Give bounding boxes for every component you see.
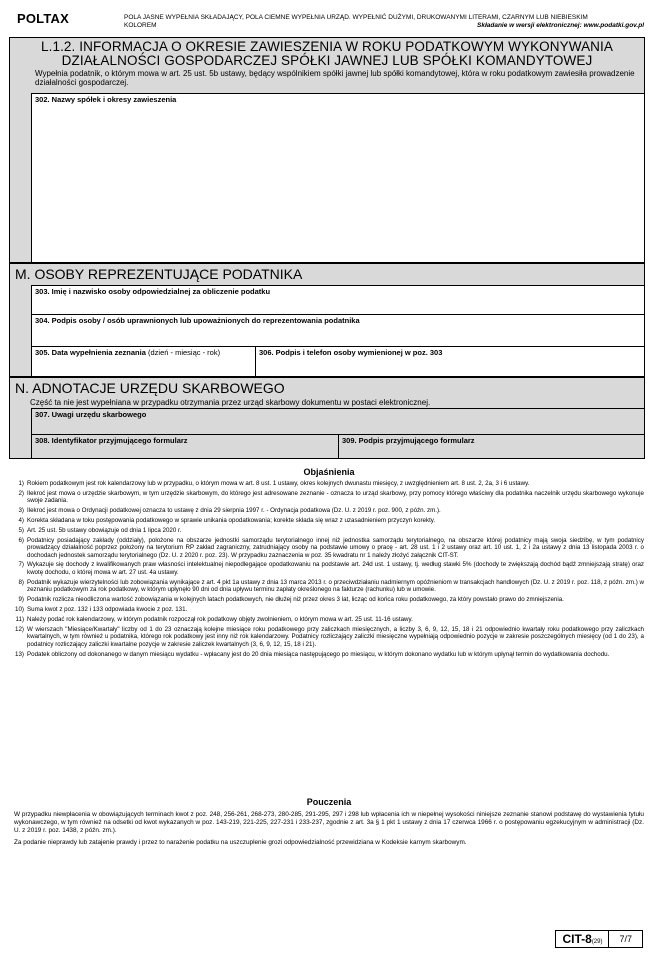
explanation-number: 12) — [15, 625, 24, 633]
section-m — [9, 263, 645, 377]
explanation-item — [14, 596, 644, 604]
section-m-title: M. OSOBY REPREZENTUJĄCE PODATNIKA — [15, 266, 303, 282]
explanation-number: 3) — [18, 507, 24, 515]
explanation-item — [14, 616, 644, 624]
explanation-text: W wierszach "Miesiące/Kwartały" liczby od 1 do 23 oznaczają kolejne miesiące roku podatkowego przy zaliczkach miesięcznych, a liczby 3, 6, 9, 12, 15, 18 i 21 odpowiednio kwartały roku podatkowego przy zaliczkach kwartalnych, w tym również u podatnika, którego rok podatkowy jest inny niż rok kalendarzowy. Podatnicy rozliczający zaliczki miesięczne wypełniają odpowiednio pozycje w zakresie poszczególnych miesięcy (od 1 do 23), a podatnicy rozliczający zaliczki kwartalne pozycje w zakresie zaliczek kwartalnych (3, 6, 9, 12, 15, 18 i 21). — [27, 625, 644, 648]
explanation-item — [14, 517, 644, 525]
explanation-number: 5) — [18, 526, 24, 534]
explanation-text: Ilekroć jest mowa o Ordynacji podatkowej oznacza to ustawę z dnia 29 sierpnia 1997 r. - Ordynacja podatkowa (Dz. U. z 2019 r. poz. 900, z późn. zm.). — [27, 507, 441, 515]
explanation-item — [14, 507, 644, 515]
field-302-company-names[interactable] — [31, 93, 645, 263]
explanation-item — [14, 480, 644, 488]
page-header — [0, 0, 661, 36]
explanation-text: Podatek obliczony od dokonanego w danym miesiącu wydatku - wpłacany jest do 20 dnia miesiąca następującego po miesiącu, w którym dokonano wydatku lub w którym upłynął termin do wydatkowania dochodu. — [27, 650, 610, 658]
section-l-subtitle: Wypełnia podatnik, o którym mowa w art. 25 ust. 5b ustawy, będący wspólnikiem spółki jawnej lub spółki komandytowej, która w roku podatkowym zawiesiła prowadzenie działalności gospodarczej. — [35, 69, 635, 87]
section-n-title: N. ADNOTACJE URZĘDU SKARBOWEGO — [15, 380, 285, 396]
explanations-list — [14, 480, 644, 658]
field-304-signature[interactable] — [31, 314, 645, 347]
explanation-text: Korekta składana w toku postępowania podatkowego w sprawie unikania opodatkowania; korekte składa się wraz z uzasadnieniem przyczyn korekty. — [27, 516, 436, 524]
explanation-item — [14, 651, 644, 659]
field-304-label: 304. Podpis osoby / osób uprawnionych lub upoważnionych do reprezentowania podatnika — [35, 316, 360, 325]
explanation-number: 8) — [18, 578, 24, 586]
explanation-item — [14, 606, 644, 614]
fill-instructions — [124, 14, 644, 30]
field-307-label: 307. Uwagi urzędu skarbowego — [35, 410, 147, 419]
instructions-para2: Za podanie nieprawdy lub zatajenie prawdy i przez to narażenie podatku na uszczuplenie grozi odpowiedzialność przewidziana w Kodeksie karnym skarbowym. — [14, 839, 467, 847]
explanation-text: Art. 25 ust. 5b ustawy obowiązuje od dnia 1 lipca 2020 r. — [27, 526, 182, 534]
explanation-item — [14, 626, 644, 649]
explanation-text: Podatnik wykazuje wierzytelności lub zobowiązania wynikające z art. 4 pkt 1a ustawy z dnia 13 marca 2013 r. o przeciwdziałaniu nadmiernym opóźnieniom w transakcjach handlowych (Dz. U. z 2019 r. poz. 118, z późn. zm.) w zeznaniu podatkowym za rok podatkowy, w którym upłynęło 90 dni od dnia upływu terminu zapłaty określonego na fakturze (rachunku) lub w umowie. — [27, 578, 644, 594]
explanation-text: Podatnicy posiadający zakłady (oddziały), położone na obszarze jednostki samorządu terytorialnego innej niż jednostka samorządu terytorialnego, na obszarze której podatnicy mają swoja siedzibę, w tym podatnicy prowadzący działalność poprzez położony na terytorium RP zakład zagraniczny, zatrudniający osoby na podstawie umowy o pracę - art. 28 ust. 1 i 2 ustawy oraz art. 10 ust. 1, 2 i 2a ustawy z dnia 13 listopada 2003 r. o dochodach jednostek samorządu terytorialnego (Dz. U. z 2020 r. poz. 23). W przypadku zaznaczenia w poz. 35 kwadratu nr 1 należy złożyć załącznik CIT-ST. — [27, 536, 644, 559]
page-number: 7/7 — [619, 934, 632, 944]
section-n — [9, 377, 645, 459]
field-303-label: 303. Imię i nazwisko osoby odpowiedzialnej za obliczenie podatku — [35, 287, 271, 296]
field-308-label: 308. Identyfikator przyjmującego formularz — [35, 436, 188, 445]
section-n-subtitle: Część ta nie jest wypełniana w przypadku otrzymania przez urząd skarbowy dokumentu w postaci elektronicznej. — [30, 398, 431, 407]
field-302-label: 302. Nazwy spółek i okresy zawieszenia — [35, 95, 177, 104]
form-version: (29) — [591, 939, 603, 945]
field-306-label: 306. Podpis i telefon osoby wymienionej w poz. 303 — [259, 348, 443, 357]
explanations-title: Objaśnienia — [303, 467, 355, 477]
form-id — [556, 931, 609, 947]
field-309-label: 309. Podpis przyjmującego formularz — [342, 436, 475, 445]
explanation-number: 1) — [18, 480, 24, 487]
field-303-person-name[interactable] — [31, 285, 645, 315]
explanation-text: Wykazuje się dochody z kwalifikowanych praw własności intelektualnej niepodlegające opodatkowaniu na podstawie art. 24d ust. 1 ustawy, tj. według stawki 5% (dochody te zwiększają dochód bądź zmniejszają stratę) oraz kwotę dochodu, o której mowa w art. 27 ust. 4a ustawy. — [27, 561, 644, 577]
electronic-submission-note: Składanie w wersji elektronicznej: www.podatki.gov.pl — [477, 22, 644, 29]
instruction-line2: KOLOREM — [124, 22, 157, 29]
field-305-label: 305. Data wypełnienia zeznania — [35, 348, 146, 357]
section-l — [9, 37, 645, 263]
explanation-number: 11) — [15, 615, 24, 623]
explanation-item — [14, 561, 644, 576]
explanation-number: 6) — [18, 536, 24, 544]
field-309-receiver-signature — [338, 434, 645, 459]
instructions — [14, 797, 644, 852]
explanation-number: 2) — [18, 489, 24, 497]
explanation-text: Suma kwot z poz. 132 i 133 odpowiada kwocie z poz. 131. — [27, 606, 188, 613]
field-305-hint: (dzień - miesiąc - rok) — [147, 348, 221, 357]
explanation-text: Rokiem podatkowym jest rok kalendarzowy lub w przypadku, o którym mowa w art. 8 ust. 1 ustawy, okres kolejnych dwunastu miesięcy, z uwzględnieniem art. 8 ust. 2, 2a, 3 i 6 ustawy. — [27, 480, 530, 487]
field-306-signature-phone[interactable] — [255, 346, 645, 377]
instruction-line1: POLA JASNE WYPEŁNIA SKŁADAJĄCY, POLA CIEMNE WYPEŁNIA URZĄD. WYPEŁNIĆ DUŻYMI, DRUKOWANYMI LITERAMI, CZARNYM LUB NIEBIESKIM — [124, 14, 588, 21]
field-305-date[interactable] — [31, 346, 256, 377]
explanation-text: Należy podać rok kalendarzowy, w którym podatnik rozpoczął rok podatkowy objęty zwolnieniem, o którym mowa w art. 25 ust. 11-16 ustawy. — [27, 615, 413, 623]
instructions-title: Pouczenia — [306, 797, 352, 807]
section-l-title-line1: L.1.2. INFORMACJA O OKRESIE ZAWIESZENIA W ROKU PODATKOWYM WYKONYWANIA — [41, 39, 613, 54]
explanation-text: Ilekroć jest mowa o urzędzie skarbowym, w tym urzędzie skarbowym, do którego jest adresowane zeznanie - oznacza to urząd skarbowy, przy pomocy którego właściwy dla podatnika naczelnik urzędu skarbowego wykonuje swoje zadania. — [27, 489, 644, 505]
explanation-item — [14, 579, 644, 594]
page-footer — [555, 930, 643, 948]
explanation-number: 9) — [18, 596, 24, 604]
explanation-number: 4) — [18, 516, 24, 524]
poltax-brand: POLTAX — [17, 11, 69, 26]
explanation-item — [14, 490, 644, 505]
explanation-text: Podatnik rozlicza nieodliczona wartość zobowiązania w kolejnych latach podatkowych, nie dłużej niż przez okres 3 lat, licząc od końca roku podatkowego, za który powstało prawo do zmniejszenia. — [27, 596, 564, 604]
explanations — [14, 467, 644, 660]
explanation-number: 13) — [15, 650, 24, 658]
field-308-receiver-id — [31, 434, 339, 459]
section-l-title-line2: DZIAŁALNOŚCI GOSPODARCZEJ SPÓŁKI JAWNEJ LUB SPÓŁKI KOMANDYTOWEJ — [61, 53, 593, 68]
explanation-item — [14, 537, 644, 560]
explanation-number: 10) — [15, 606, 24, 613]
explanation-item — [14, 527, 644, 535]
field-307-office-notes — [31, 408, 645, 435]
explanation-number: 7) — [18, 561, 24, 569]
form-name: CIT-8 — [562, 932, 592, 946]
instructions-para1: W przypadku niewpłacenia w obowiązujących terminach kwot z poz. 248, 256-261, 268-273, 280-285, 291-295, 297 i 298 lub wpłacenia ich w niepełnej wysokości niniejsze zeznanie stanowi podstawę do wystawienia tytułu wykonawczego, w tym również na odsetki od kwot wykazanych w poz. 143-219, 221-225, 227-231 i 233-237, zgodnie z art. 3a § 1 pkt 1 ustawy z dnia 17 czerwca 1966 r. o postępowaniu egzekucyjnym w administracji (Dz. U. z 2019 r. poz. 1438, z późn. zm.). — [14, 811, 644, 834]
